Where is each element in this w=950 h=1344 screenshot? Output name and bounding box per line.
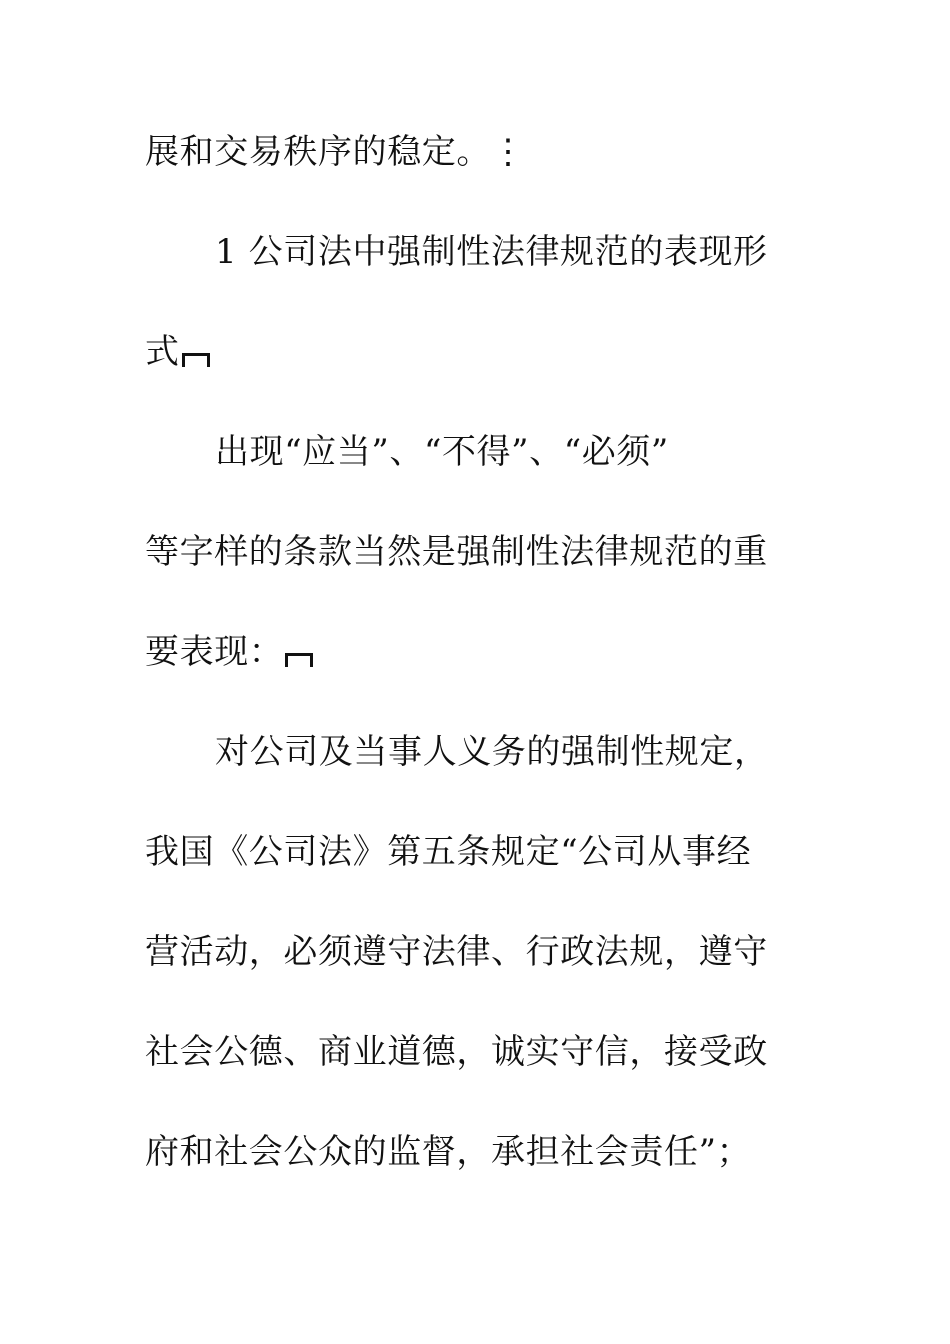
- section-heading-line-1: 1 公司法中强制性法律规范的表现形: [215, 232, 768, 272]
- text-fragment: 式: [145, 332, 180, 372]
- section-heading-line-2: [145, 330, 785, 374]
- text-fragment: 要表现：: [145, 632, 284, 672]
- paragraph-1-line-2: 等字样的条款当然是强制性法律规范的重: [145, 532, 768, 572]
- paragraph-2-line-4: 社会公德、商业道德，诚实守信，接受政: [145, 1032, 768, 1072]
- paragraph-2-line-5: 府和社会公众的监督，承担社会责任”；: [145, 1132, 752, 1172]
- paragraph-2-line-1: 对公司及当事人义务的强制性规定，: [215, 732, 769, 772]
- paragraph-2-line-2: 我国《公司法》第五条规定“公司从事经: [145, 832, 752, 872]
- bracket-mark-icon: [285, 653, 313, 667]
- paragraph-1-line-1: 出现“应当”、“不得”、“必须”: [215, 432, 669, 472]
- text-line-1: 展和交易秩序的稳定。⋮: [145, 132, 526, 172]
- paragraph-1-line-3: [145, 630, 785, 674]
- bracket-mark-icon: [182, 353, 210, 367]
- paragraph-2-line-3: 营活动，必须遵守法律、行政法规，遵守: [145, 932, 768, 972]
